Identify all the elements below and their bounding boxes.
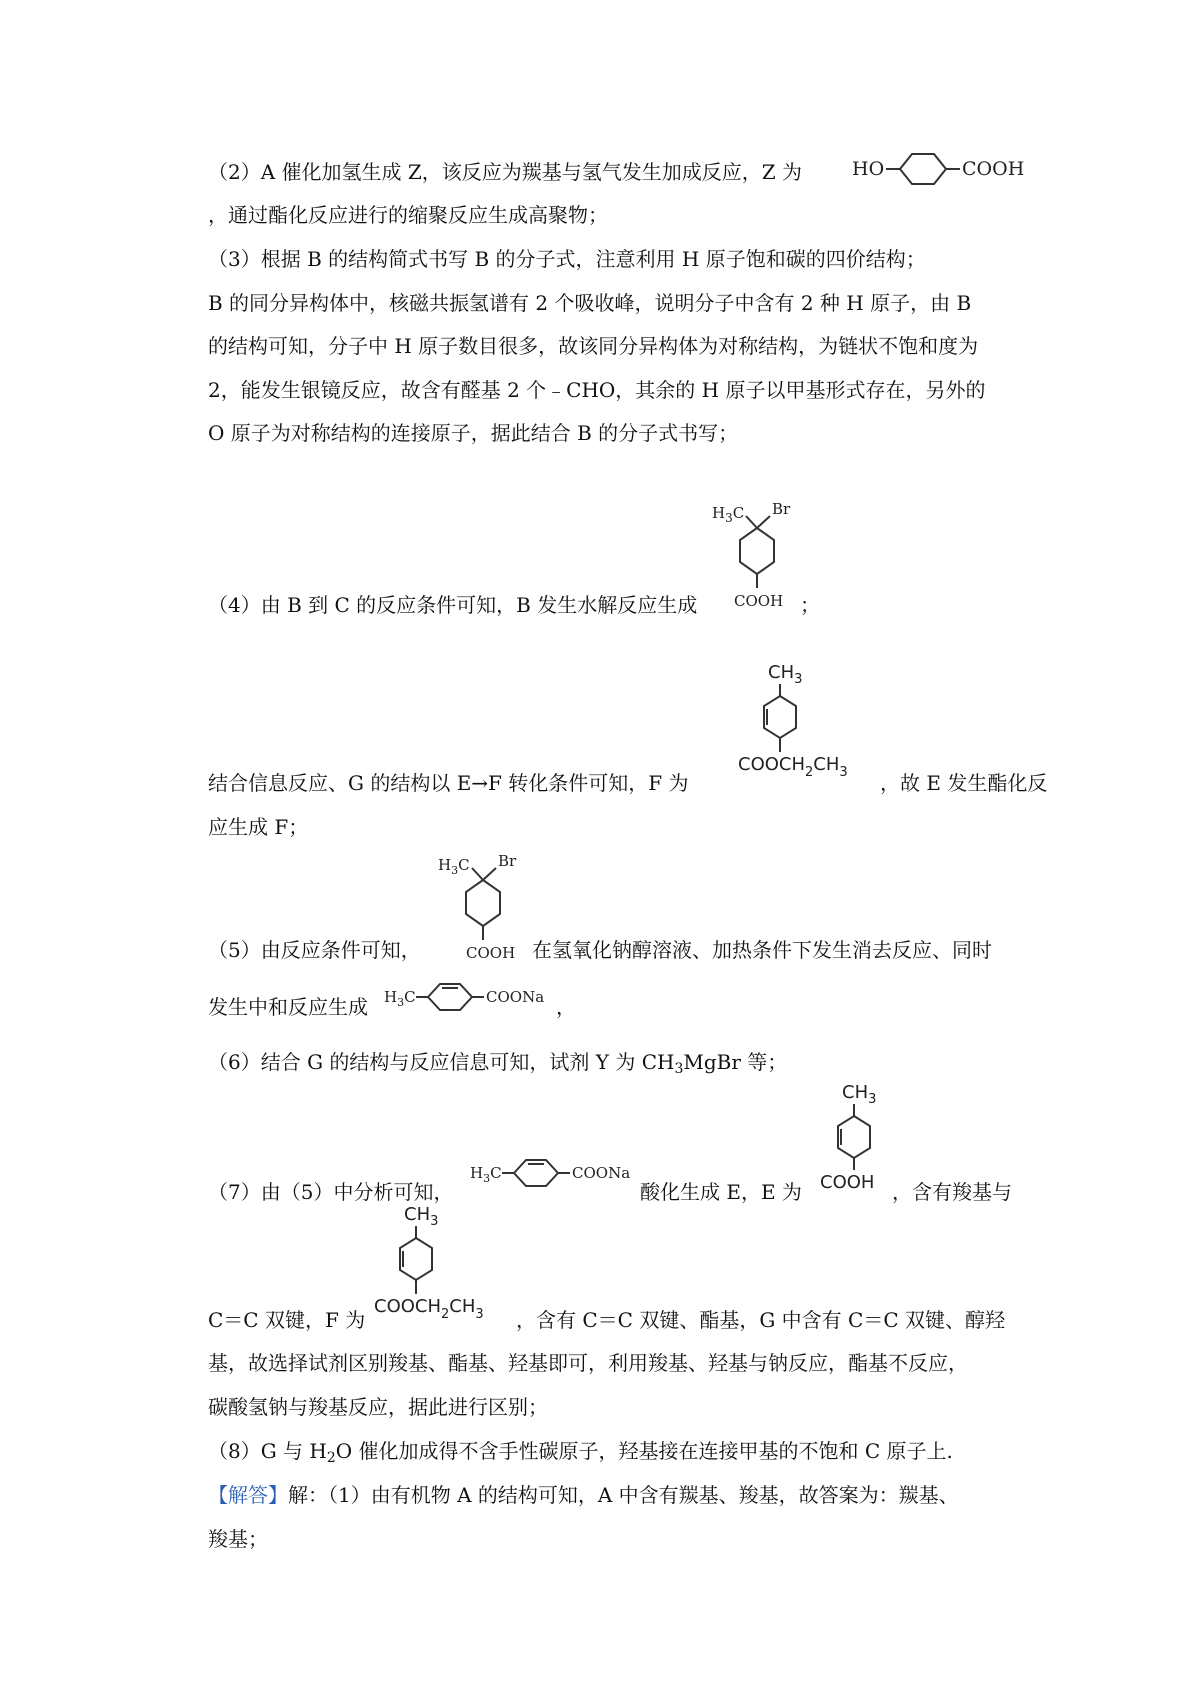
line-5b: 在氢氧化钠醇溶液、加热条件下发生消去反应、同时 [532, 938, 992, 962]
svg-text:COOCH2CH3: $COOCH_2CH_3$ [374, 1296, 484, 1322]
answer-line-a: 【解答】解：（1）由有机物 A 的结构可知，A 中含有羰基、羧基，故答案为：羰基、 [208, 1483, 959, 1507]
line-3d: 2，能发生银镜反应，故含有醛基 2 个﹣CHO，其余的 H 原子以甲基形式存在，另外的 [208, 378, 986, 402]
line-7b: 酸化生成 E，E 为 [640, 1180, 802, 1204]
line-7d: C＝C 双键，F 为 [208, 1308, 366, 1332]
line-3c: 的结构可知，分子中 H 原子数目很多，故该同分异构体为对称结构，为链状不饱和度为 [208, 334, 979, 358]
line-5d: ， [556, 995, 576, 1019]
svg-text:COOCH2CH3: $COOCH_2CH_3$ [738, 754, 848, 780]
line-2a: （2）A 催化加氢生成 Z，该反应为羰基与氢气发生加成反应，Z 为 [208, 160, 803, 184]
structure-z [852, 148, 1032, 190]
coona-label: COONa [486, 988, 545, 1006]
svg-text:COONa: COONa [572, 1164, 631, 1182]
line-7a: （7）由（5）中分析可知， [208, 1180, 454, 1204]
line-3a: （3）根据 B 的结构简式书写 B 的分子式，注意利用 H 原子饱和碳的四价结构； [208, 247, 926, 271]
br-label: Br [772, 500, 791, 518]
cooh-label: COOH [734, 592, 784, 610]
line-4e: 应生成 F； [208, 815, 309, 839]
line-4a: （4）由 B 到 C 的反应条件可知，B 发生水解反应生成 [208, 593, 698, 617]
svg-text:H3C: $H_3C$ [384, 988, 416, 1009]
structure-f [738, 660, 878, 780]
z-cooh-label: COOH [962, 158, 1025, 180]
svg-text:CH3: $CH_3$ [404, 1204, 439, 1229]
line-8a: （8）G 与 $H_2O$ 催化加成得不含手性碳原子，羟基接在连接甲基的不饱和 C 原子上. [208, 1439, 953, 1466]
line-6a: （6）结合 G 的结构与反应信息可知，试剂 Y 为 $CH_3MgBr$ 等； [208, 1050, 788, 1077]
structure-salt [384, 980, 564, 1020]
line-7e: ，含有 C＝C 双键、酯基，G 中含有 C＝C 双键、醇羟 [516, 1308, 1005, 1332]
answer-tag: 【解答】 [208, 1483, 288, 1507]
e-cooh-label: COOH [820, 1172, 875, 1193]
svg-text:CH3: $CH_3$ [842, 1082, 877, 1107]
line-4d: ，故 E 发生酯化反 [880, 771, 1048, 795]
svg-text:Br: Br [498, 852, 517, 870]
svg-text:COOH: COOH [466, 944, 516, 962]
answer-line-b: 羧基； [208, 1527, 268, 1551]
line-5a: （5）由反应条件可知， [208, 938, 421, 962]
line-7g: 碳酸氢钠与羧基反应，据此进行区别； [208, 1395, 548, 1419]
line-2b: ，通过酯化反应进行的缩聚反应生成高聚物； [208, 203, 608, 227]
line-7f: 基，故选择试剂区别羧基、酯基、羟基即可，利用羧基、羟基与钠反应，酯基不反应， [208, 1351, 968, 1375]
svg-text:CH3: $CH_3$ [768, 662, 803, 687]
structure-salt-2 [470, 1156, 650, 1196]
line-3e: O 原子为对称结构的连接原子，据此结合 B 的分子式书写； [208, 421, 739, 445]
line-4b: ； [800, 593, 820, 617]
svg-text:H3C: $H_3C$ [712, 504, 745, 525]
line-5c: 发生中和反应生成 [208, 995, 368, 1019]
line-7c: ，含有羧基与 [892, 1180, 1012, 1204]
structure-f-2 [374, 1202, 514, 1322]
line-3b: B 的同分异构体中，核磁共振氢谱有 2 个吸收峰，说明分子中含有 2 种 H 原子，由 B [208, 291, 972, 315]
svg-text:H3C: $H_3C$ [470, 1164, 502, 1185]
line-4c: 结合信息反应、G 的结构以 E→F 转化条件可知，F 为 [208, 771, 689, 795]
z-ho-label: HO [852, 158, 885, 180]
svg-text:H3C: $H_3C$ [438, 856, 470, 877]
